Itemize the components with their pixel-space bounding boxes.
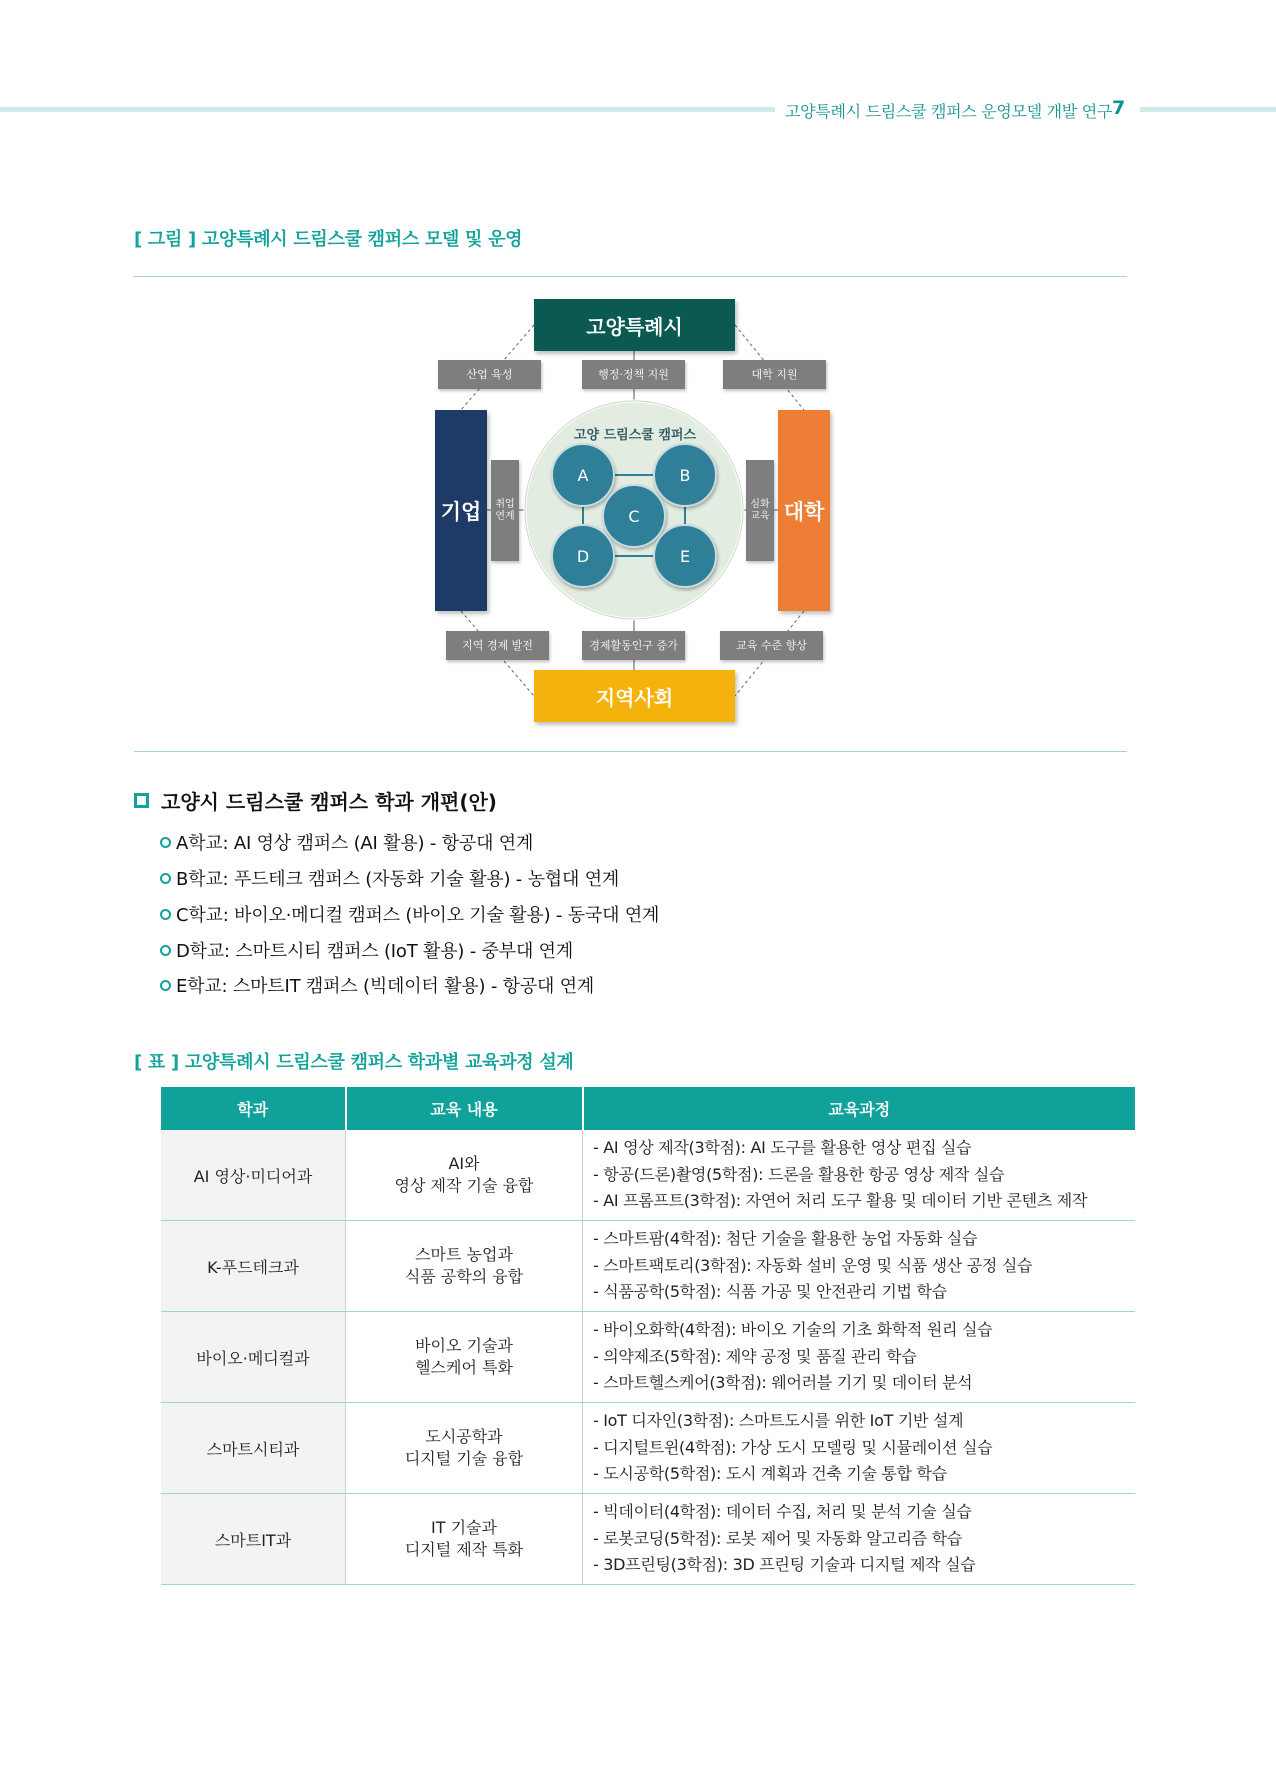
figure-bottom-rule bbox=[134, 751, 1127, 752]
page-number: 7 bbox=[1112, 97, 1126, 119]
label-population: 경제활동인구 증가 bbox=[582, 631, 685, 660]
dept-cell: 스마트IT과 bbox=[161, 1494, 346, 1585]
list-item-text: D학교: 스마트시티 캠퍼스 (IoT 활용) - 중부대 연계 bbox=[176, 941, 574, 962]
label-industry: 산업 육성 bbox=[438, 360, 541, 389]
course-line: - 3D프린팅(3학점): 3D 프린팅 기술과 디지털 제작 실습 bbox=[593, 1555, 976, 1575]
course-line: - 스마트팜(4학점): 첨단 기술을 활용한 농업 자동화 실습 bbox=[593, 1229, 978, 1249]
header-courses: 교육과정 bbox=[583, 1087, 1136, 1130]
course-line: - 빅데이터(4학점): 데이터 수집, 처리 및 분석 기술 실습 bbox=[593, 1502, 972, 1522]
content-line: 식품 공학의 융합 bbox=[404, 1267, 524, 1286]
courses-cell bbox=[583, 1403, 1136, 1494]
dept-cell: AI 영상·미디어과 bbox=[161, 1130, 346, 1221]
content-line: 헬스케어 특화 bbox=[415, 1358, 513, 1377]
table-row bbox=[161, 1403, 1135, 1494]
list-item bbox=[160, 972, 594, 998]
label-employment: 취업 연계 bbox=[491, 460, 519, 561]
label-univ-support: 대학 지원 bbox=[723, 360, 826, 389]
circle-bullet-icon bbox=[160, 945, 171, 956]
running-header-title: 고양특례시 드림스쿨 캠퍼스 운영모델 개발 연구 bbox=[785, 102, 1113, 121]
dept-cell: K-푸드테크과 bbox=[161, 1221, 346, 1312]
dept-cell: 스마트시티과 bbox=[161, 1403, 346, 1494]
list-item-text: C학교: 바이오·메디컬 캠퍼스 (바이오 기술 활용) - 동국대 연계 bbox=[176, 905, 660, 926]
school-node-e: E bbox=[653, 524, 717, 588]
section-heading-text: 고양시 드림스쿨 캠퍼스 학과 개편(안) bbox=[161, 790, 497, 814]
school-node-d: D bbox=[551, 524, 615, 588]
courses-cell bbox=[583, 1221, 1136, 1312]
school-node-b: B bbox=[653, 443, 717, 507]
content-line: AI와 bbox=[448, 1153, 480, 1173]
figure-caption: [ 그림 ] 고양특례시 드림스쿨 캠퍼스 모델 및 운영 bbox=[134, 229, 523, 250]
content-line: IT 기술과 bbox=[431, 1517, 497, 1537]
company-box: 기업 bbox=[435, 410, 487, 611]
section-heading bbox=[134, 786, 497, 815]
table-caption: [ 표 ] 고양특례시 드림스쿨 캠퍼스 학과별 교육과정 설계 bbox=[134, 1052, 574, 1073]
content-line: 도시공학과 bbox=[425, 1426, 503, 1446]
dept-cell: 바이오·메디컬과 bbox=[161, 1312, 346, 1403]
table-row bbox=[161, 1221, 1135, 1312]
content-line: 디지털 기술 융합 bbox=[404, 1449, 524, 1468]
university-box: 대학 bbox=[778, 410, 830, 611]
content-cell bbox=[346, 1130, 583, 1221]
label-education-level: 교육 수준 향상 bbox=[720, 631, 823, 660]
course-line: - 디지털트윈(4학점): 가상 도시 모델링 및 시뮬레이션 실습 bbox=[593, 1437, 993, 1457]
course-line: - 식품공학(5학점): 식품 가공 및 안전관리 기법 학습 bbox=[593, 1282, 947, 1302]
list-item-text: A학교: AI 영상 캠퍼스 (AI 활용) - 항공대 연계 bbox=[176, 833, 534, 854]
header-dept: 학과 bbox=[161, 1087, 346, 1130]
content-line: 바이오 기술과 bbox=[415, 1335, 513, 1355]
table-header-row bbox=[161, 1087, 1135, 1130]
content-cell bbox=[346, 1312, 583, 1403]
course-line: - 바이오화학(4학점): 바이오 기술의 기초 화학적 원리 실습 bbox=[593, 1320, 993, 1340]
city-box: 고양특례시 bbox=[534, 299, 735, 351]
courses-cell bbox=[583, 1312, 1136, 1403]
community-box: 지역사회 bbox=[534, 670, 735, 722]
table-row bbox=[161, 1312, 1135, 1403]
course-line: - 의약제조(5학점): 제약 공정 및 품질 관리 학습 bbox=[593, 1346, 917, 1366]
curriculum-table bbox=[161, 1087, 1135, 1585]
courses-cell bbox=[583, 1130, 1136, 1221]
school-node-a: A bbox=[551, 443, 615, 507]
content-line: 영상 제작 기술 융합 bbox=[394, 1176, 534, 1195]
table-row bbox=[161, 1130, 1135, 1221]
content-line: 스마트 농업과 bbox=[415, 1244, 513, 1264]
list-item bbox=[160, 901, 659, 927]
content-cell bbox=[346, 1403, 583, 1494]
square-bullet-icon bbox=[134, 793, 149, 808]
circle-bullet-icon bbox=[160, 980, 171, 991]
label-advanced-edu: 심화 교육 bbox=[746, 460, 774, 561]
list-item bbox=[160, 865, 619, 891]
course-line: - AI 프롬프트(3학점): 자연어 처리 도구 활용 및 데이터 기반 콘텐츠 제작 bbox=[593, 1191, 1088, 1211]
campus-circle-title: 고양 드림스쿨 캠퍼스 bbox=[573, 428, 697, 443]
content-cell bbox=[346, 1494, 583, 1585]
course-line: - AI 영상 제작(3학점): AI 도구를 활용한 영상 편집 실습 bbox=[593, 1138, 972, 1158]
label-local-economy: 지역 경제 발전 bbox=[446, 631, 549, 660]
list-item bbox=[160, 829, 533, 855]
course-line: - IoT 디자인(3학점): 스마트도시를 위한 IoT 기반 설계 bbox=[593, 1411, 964, 1431]
courses-cell bbox=[583, 1494, 1136, 1585]
circle-bullet-icon bbox=[160, 837, 171, 848]
header-content: 교육 내용 bbox=[346, 1087, 583, 1130]
circle-bullet-icon bbox=[160, 873, 171, 884]
course-line: - 도시공학(5학점): 도시 계획과 건축 기술 통합 학습 bbox=[593, 1464, 947, 1484]
course-line: - 스마트팩토리(3학점): 자동화 설비 운영 및 식품 생산 공정 실습 bbox=[593, 1255, 1033, 1275]
table-row bbox=[161, 1494, 1135, 1585]
course-line: - 로봇코딩(5학점): 로봇 제어 및 자동화 알고리즘 학습 bbox=[593, 1528, 962, 1548]
circle-bullet-icon bbox=[160, 909, 171, 920]
school-node-c: C bbox=[602, 484, 666, 548]
content-line: 디지털 제작 특화 bbox=[404, 1540, 524, 1559]
list-item bbox=[160, 937, 573, 963]
list-item-text: E학교: 스마트IT 캠퍼스 (빅데이터 활용) - 항공대 연계 bbox=[176, 976, 595, 997]
course-line: - 스마트헬스케어(3학점): 웨어러블 기기 및 데이터 분석 bbox=[593, 1373, 973, 1393]
label-admin-policy: 행정·정책 지원 bbox=[582, 360, 685, 389]
course-line: - 항공(드론)촬영(5학점): 드론을 활용한 항공 영상 제작 실습 bbox=[593, 1164, 1005, 1184]
list-item-text: B학교: 푸드테크 캠퍼스 (자동화 기술 활용) - 농협대 연계 bbox=[176, 869, 620, 890]
content-cell bbox=[346, 1221, 583, 1312]
